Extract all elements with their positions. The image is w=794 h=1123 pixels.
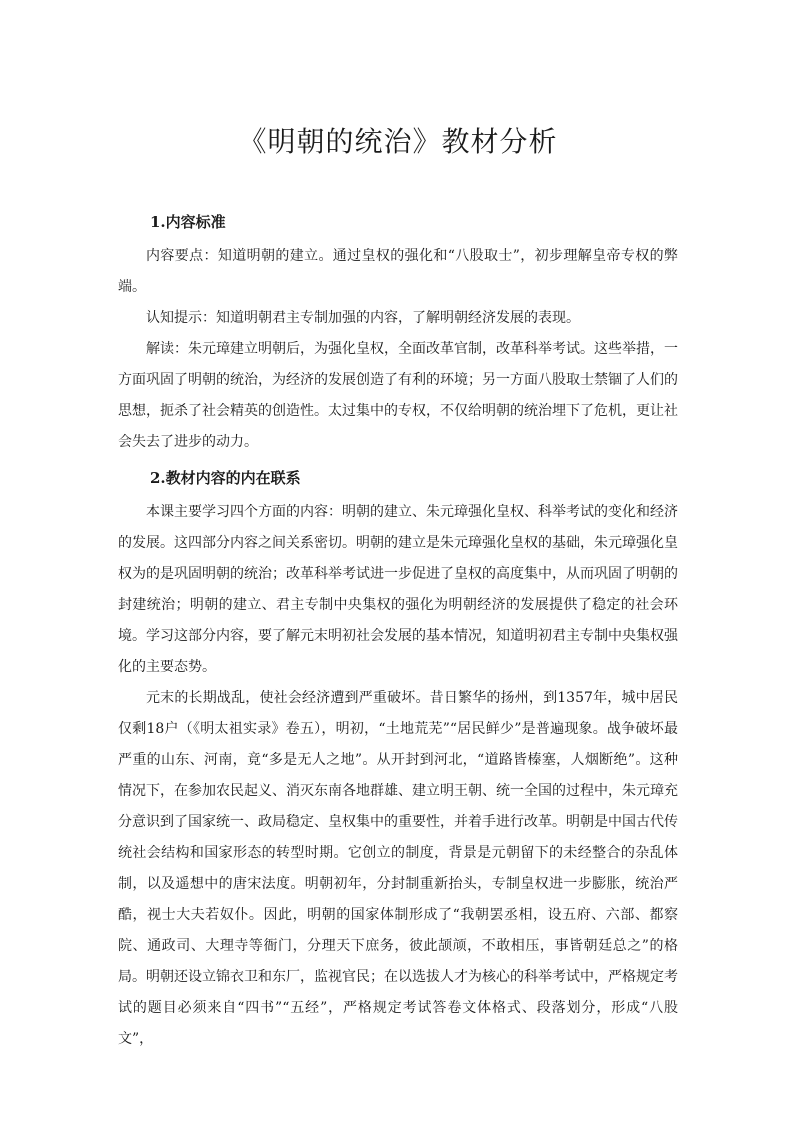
document-title: 《明朝的统治》教材分析 xyxy=(238,125,558,158)
document-body xyxy=(118,211,678,1055)
paragraph: 认知提示：知道明朝君主专制加强的内容，了解明朝经济发展的表现。 xyxy=(146,310,580,326)
section-internal-connection xyxy=(118,467,678,1055)
section-content-standard xyxy=(118,211,678,458)
section-heading: 2.教材内容的内在联系 xyxy=(150,469,301,487)
paragraph: 本课主要学习四个方面的内容：明朝的建立、朱元璋强化皇权、科举考试的变化和经济的发展。这四部分内容之间关系密切。明朝的建立是朱元璋强化皇权的基础，朱元璋强化皇权为的是巩固明朝的统治；改革科举考试进一步促进了皇权的高度集中，从而巩固了明朝的封建统治；明朝的建立、君主专制中央集权的强化为明朝经济的发展提供了稳定的社会环境。学习这部分内容，要了解元末明初社会发展的基本情况，知道明初君主专制中央集权强化的主要态势。 xyxy=(118,504,678,675)
section-heading: 1.内容标准 xyxy=(150,213,226,231)
paragraph: 解读：朱元璋建立明朝后，为强化皇权，全面改革官制，改革科举考试。这些举措，一方面巩固了明朝的统治，为经济的发展创造了有利的环境；另一方面八股取士禁锢了人们的思想，扼杀了社会精英的创造性。太过集中的专权，不仅给明朝的统治埋下了危机，更让社会失去了进步的动力。 xyxy=(118,341,678,450)
paragraph: 元末的长期战乱，使社会经济遭到严重破坏。昔日繁华的扬州，到1357年，城中居民仅剩18户（《明太祖实录》卷五），明初，“土地荒芜”“居民鲜少”是普遍现象。战争破坏最严重的山东、河南，竟“多是无人之地”。从开封到河北，“道路皆榛塞，人烟断绝”。这种情况下，在参加农民起义、消灭东南各地群雄、建立明王朝、统一全国的过程中，朱元璋充分意识到了国家统一、政局稳定、皇权集中的重要性，并着手进行改革。明朝是中国古代传统社会结构和国家形态的转型时期。它创立的制度，背景是元朝留下的未经整合的杂乱体制，以及遥想中的唐宋法度。明朝初年，分封制重新抬头，专制皇权进一步膨胀，统治严酷，视士大夫若奴仆。因此，明朝的国家体制形成了“我朝罢丞相，设五府、六部、都察院、通政司、大理寺等衙门，分理天下庶务，彼此颉颃，不敢相压，事皆朝廷总之”的格局。明朝还设立锦衣卫和东厂，监视官民；在以选拔人才为核心的科举考试中，严格规定考试的题目必须来自“四书”“五经”，严格规定考试答卷文体格式、段落划分，形成“八股文”， xyxy=(118,690,678,1047)
paragraph: 内容要点：知道明朝的建立。通过皇权的强化和“八股取士”，初步理解皇帝专权的弊端。 xyxy=(118,248,678,295)
